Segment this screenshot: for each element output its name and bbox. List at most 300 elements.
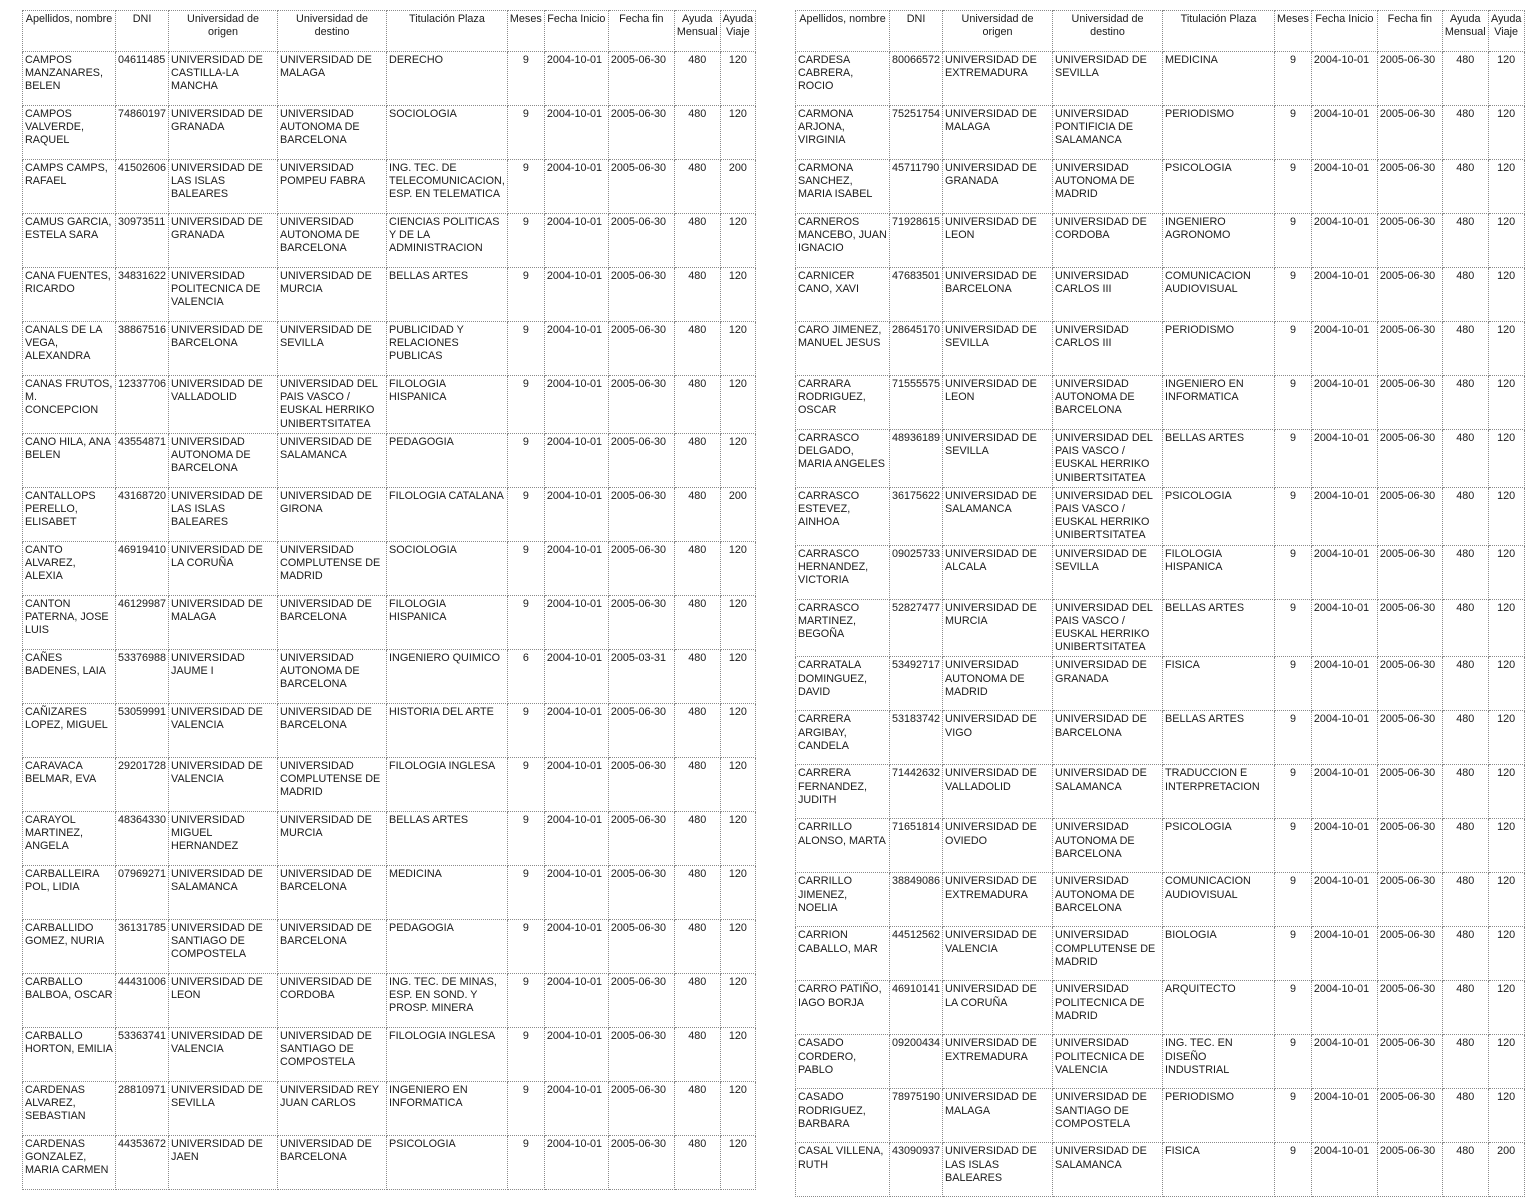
cell-dni: 75251754 bbox=[890, 106, 943, 160]
cell-start-date: 2004-10-01 bbox=[544, 757, 608, 811]
cell-destination-university: UNIVERSIDAD COMPLUTENSE DE MADRID bbox=[278, 757, 387, 811]
cell-dni: 38849086 bbox=[890, 873, 943, 927]
cell-degree: ING. TEC. DE MINAS, ESP. EN SOND. Y PROSP. MINERA bbox=[387, 973, 508, 1027]
cell-degree: FILOLOGIA HISPANICA bbox=[387, 595, 508, 649]
cell-end-date: 2005-06-30 bbox=[608, 1081, 674, 1135]
table-row bbox=[796, 52, 1525, 106]
header-dni: DNI bbox=[890, 11, 943, 52]
cell-origin-university: UNIVERSIDAD DE VIGO bbox=[943, 711, 1053, 765]
cell-degree: CIENCIAS POLITICAS Y DE LA ADMINISTRACION bbox=[387, 214, 508, 268]
cell-monthly-aid: 480 bbox=[674, 376, 720, 434]
cell-degree: INGENIERO QUIMICO bbox=[387, 649, 508, 703]
cell-monthly-aid: 480 bbox=[674, 52, 720, 106]
cell-end-date: 2005-06-30 bbox=[1377, 487, 1442, 545]
table-row bbox=[796, 1089, 1525, 1143]
cell-monthly-aid: 480 bbox=[1442, 657, 1488, 711]
cell-months: 9 bbox=[507, 322, 544, 376]
cell-destination-university: UNIVERSIDAD DE SEVILLA bbox=[1053, 52, 1163, 106]
cell-destination-university: UNIVERSIDAD DE SALAMANCA bbox=[1053, 765, 1163, 819]
cell-origin-university: UNIVERSIDAD DE CASTILLA-LA MANCHA bbox=[169, 52, 278, 106]
cell-start-date: 2004-10-01 bbox=[544, 1135, 608, 1189]
cell-name: CARBALLO BALBOA, OSCAR bbox=[23, 973, 116, 1027]
cell-degree: INGENIERO EN INFORMATICA bbox=[387, 1081, 508, 1135]
cell-end-date: 2005-06-30 bbox=[1377, 1143, 1442, 1197]
table-row bbox=[23, 376, 756, 434]
cell-dni: 28810971 bbox=[116, 1081, 169, 1135]
cell-end-date: 2005-06-30 bbox=[1377, 160, 1442, 214]
cell-destination-university: UNIVERSIDAD DE SANTIAGO DE COMPOSTELA bbox=[1053, 1089, 1163, 1143]
table-row bbox=[23, 1135, 756, 1189]
cell-dni: 41502606 bbox=[116, 160, 169, 214]
cell-start-date: 2004-10-01 bbox=[1311, 487, 1377, 545]
cell-end-date: 2005-06-30 bbox=[1377, 711, 1442, 765]
cell-name: CARDENAS ALVAREZ, SEBASTIAN bbox=[23, 1081, 116, 1135]
cell-end-date: 2005-06-30 bbox=[608, 595, 674, 649]
cell-destination-university: UNIVERSIDAD COMPLUTENSE DE MADRID bbox=[278, 541, 387, 595]
cell-dni: 71442632 bbox=[890, 765, 943, 819]
header-travel-aid: Ayuda Viaje bbox=[1488, 11, 1524, 52]
cell-end-date: 2005-06-30 bbox=[608, 322, 674, 376]
cell-origin-university: UNIVERSIDAD DE EXTREMADURA bbox=[943, 52, 1053, 106]
cell-travel-aid: 120 bbox=[1488, 981, 1524, 1035]
cell-destination-university: UNIVERSIDAD AUTONOMA DE BARCELONA bbox=[278, 214, 387, 268]
cell-destination-university: UNIVERSIDAD POLITECNICA DE MADRID bbox=[1053, 981, 1163, 1035]
header-row bbox=[796, 11, 1525, 52]
cell-months: 9 bbox=[1275, 160, 1312, 214]
table-row bbox=[23, 541, 756, 595]
cell-dni: 80066572 bbox=[890, 52, 943, 106]
cell-destination-university: UNIVERSIDAD DEL PAIS VASCO / EUSKAL HERRIKO UNIBERTSITATEA bbox=[1053, 430, 1163, 488]
cell-months: 9 bbox=[507, 595, 544, 649]
cell-months: 9 bbox=[507, 376, 544, 434]
cell-travel-aid: 120 bbox=[1488, 545, 1524, 599]
table-row bbox=[796, 268, 1525, 322]
cell-monthly-aid: 480 bbox=[1442, 819, 1488, 873]
cell-travel-aid: 120 bbox=[1488, 430, 1524, 488]
cell-end-date: 2005-06-30 bbox=[608, 487, 674, 541]
cell-origin-university: UNIVERSIDAD DE GRANADA bbox=[169, 214, 278, 268]
cell-start-date: 2004-10-01 bbox=[1311, 52, 1377, 106]
table-row bbox=[796, 214, 1525, 268]
cell-end-date: 2005-06-30 bbox=[1377, 599, 1442, 657]
cell-name: CARMONA ARJONA, VIRGINIA bbox=[796, 106, 890, 160]
cell-months: 9 bbox=[507, 919, 544, 973]
cell-dni: 43168720 bbox=[116, 487, 169, 541]
cell-monthly-aid: 480 bbox=[674, 757, 720, 811]
cell-dni: 29201728 bbox=[116, 757, 169, 811]
cell-monthly-aid: 480 bbox=[1442, 214, 1488, 268]
cell-degree: ARQUITECTO bbox=[1163, 981, 1275, 1035]
cell-dni: 07969271 bbox=[116, 865, 169, 919]
cell-origin-university: UNIVERSIDAD DE BARCELONA bbox=[169, 322, 278, 376]
cell-name: CARBALLEIRA POL, LIDIA bbox=[23, 865, 116, 919]
cell-destination-university: UNIVERSIDAD DE BARCELONA bbox=[278, 703, 387, 757]
cell-start-date: 2004-10-01 bbox=[1311, 927, 1377, 981]
cell-months: 9 bbox=[507, 541, 544, 595]
cell-dni: 44512562 bbox=[890, 927, 943, 981]
cell-travel-aid: 120 bbox=[720, 811, 755, 865]
cell-origin-university: UNIVERSIDAD DE LEON bbox=[943, 214, 1053, 268]
cell-degree: FILOLOGIA INGLESA bbox=[387, 757, 508, 811]
cell-name: CANTON PATERNA, JOSE LUIS bbox=[23, 595, 116, 649]
table-row bbox=[796, 765, 1525, 819]
cell-degree: PSICOLOGIA bbox=[1163, 487, 1275, 545]
cell-name: CAMPS CAMPS, RAFAEL bbox=[23, 160, 116, 214]
cell-end-date: 2005-06-30 bbox=[1377, 765, 1442, 819]
cell-months: 9 bbox=[1275, 711, 1312, 765]
cell-months: 9 bbox=[1275, 487, 1312, 545]
cell-months: 9 bbox=[1275, 599, 1312, 657]
cell-travel-aid: 120 bbox=[720, 376, 755, 434]
header-row bbox=[23, 11, 756, 52]
cell-end-date: 2005-06-30 bbox=[1377, 430, 1442, 488]
cell-name: CANO HILA, ANA BELEN bbox=[23, 433, 116, 487]
cell-dni: 09025733 bbox=[890, 545, 943, 599]
cell-start-date: 2004-10-01 bbox=[1311, 1035, 1377, 1089]
cell-origin-university: UNIVERSIDAD DE MALAGA bbox=[169, 595, 278, 649]
cell-degree: PSICOLOGIA bbox=[1163, 160, 1275, 214]
cell-degree: PERIODISMO bbox=[1163, 1089, 1275, 1143]
cell-name: CASAL VILLENA, RUTH bbox=[796, 1143, 890, 1197]
cell-monthly-aid: 480 bbox=[674, 595, 720, 649]
cell-origin-university: UNIVERSIDAD POLITECNICA DE VALENCIA bbox=[169, 268, 278, 322]
cell-origin-university: UNIVERSIDAD DE OVIEDO bbox=[943, 819, 1053, 873]
cell-dni: 28645170 bbox=[890, 322, 943, 376]
cell-name: CARNICER CANO, XAVI bbox=[796, 268, 890, 322]
cell-name: CARMONA SANCHEZ, MARIA ISABEL bbox=[796, 160, 890, 214]
cell-name: CARO JIMENEZ, MANUEL JESUS bbox=[796, 322, 890, 376]
cell-end-date: 2005-06-30 bbox=[608, 973, 674, 1027]
cell-dni: 53363741 bbox=[116, 1027, 169, 1081]
cell-travel-aid: 120 bbox=[1488, 765, 1524, 819]
cell-monthly-aid: 480 bbox=[674, 1027, 720, 1081]
cell-start-date: 2004-10-01 bbox=[544, 160, 608, 214]
cell-end-date: 2005-06-30 bbox=[1377, 819, 1442, 873]
cell-degree: BELLAS ARTES bbox=[387, 811, 508, 865]
cell-degree: FISICA bbox=[1163, 1143, 1275, 1197]
cell-origin-university: UNIVERSIDAD DE VALENCIA bbox=[169, 757, 278, 811]
cell-name: CARAYOL MARTINEZ, ANGELA bbox=[23, 811, 116, 865]
cell-degree: ING. TEC. DE TELECOMUNICACION, ESP. EN TELEMATICA bbox=[387, 160, 508, 214]
table-row bbox=[796, 657, 1525, 711]
cell-dni: 45711790 bbox=[890, 160, 943, 214]
cell-end-date: 2005-06-30 bbox=[1377, 106, 1442, 160]
cell-travel-aid: 200 bbox=[720, 487, 755, 541]
cell-origin-university: UNIVERSIDAD DE LAS ISLAS BALEARES bbox=[943, 1143, 1053, 1197]
cell-travel-aid: 120 bbox=[720, 541, 755, 595]
table-row bbox=[23, 214, 756, 268]
cell-end-date: 2005-06-30 bbox=[1377, 927, 1442, 981]
cell-travel-aid: 120 bbox=[720, 865, 755, 919]
cell-start-date: 2004-10-01 bbox=[544, 973, 608, 1027]
cell-travel-aid: 120 bbox=[1488, 487, 1524, 545]
cell-origin-university: UNIVERSIDAD DE LA CORUÑA bbox=[943, 981, 1053, 1035]
cell-origin-university: UNIVERSIDAD DE VALENCIA bbox=[943, 927, 1053, 981]
cell-start-date: 2004-10-01 bbox=[1311, 873, 1377, 927]
cell-monthly-aid: 480 bbox=[1442, 52, 1488, 106]
cell-dni: 74860197 bbox=[116, 106, 169, 160]
cell-monthly-aid: 480 bbox=[1442, 927, 1488, 981]
cell-destination-university: UNIVERSIDAD AUTONOMA DE BARCELONA bbox=[1053, 819, 1163, 873]
cell-name: CAÑES BADENES, LAIA bbox=[23, 649, 116, 703]
header-dni: DNI bbox=[116, 11, 169, 52]
cell-name: CANTALLOPS PERELLO, ELISABET bbox=[23, 487, 116, 541]
cell-degree: BELLAS ARTES bbox=[1163, 599, 1275, 657]
cell-end-date: 2005-06-30 bbox=[608, 268, 674, 322]
header-monthly-aid: Ayuda Mensual bbox=[674, 11, 720, 52]
cell-dni: 38867516 bbox=[116, 322, 169, 376]
cell-travel-aid: 120 bbox=[1488, 1035, 1524, 1089]
cell-degree: TRADUCCION E INTERPRETACION bbox=[1163, 765, 1275, 819]
cell-destination-university: UNIVERSIDAD DEL PAIS VASCO / EUSKAL HERRIKO UNIBERTSITATEA bbox=[1053, 487, 1163, 545]
cell-monthly-aid: 480 bbox=[674, 541, 720, 595]
table-row bbox=[23, 973, 756, 1027]
cell-name: CANALS DE LA VEGA, ALEXANDRA bbox=[23, 322, 116, 376]
cell-name: CARRASCO MARTINEZ, BEGOÑA bbox=[796, 599, 890, 657]
cell-travel-aid: 120 bbox=[720, 1027, 755, 1081]
cell-name: CARNEROS MANCEBO, JUAN IGNACIO bbox=[796, 214, 890, 268]
cell-monthly-aid: 480 bbox=[1442, 160, 1488, 214]
cell-degree: BELLAS ARTES bbox=[387, 268, 508, 322]
cell-travel-aid: 120 bbox=[1488, 268, 1524, 322]
cell-monthly-aid: 480 bbox=[1442, 487, 1488, 545]
cell-dni: 30973511 bbox=[116, 214, 169, 268]
cell-destination-university: UNIVERSIDAD DE BARCELONA bbox=[278, 1135, 387, 1189]
header-origin-university: Universidad de origen bbox=[169, 11, 278, 52]
cell-dni: 43554871 bbox=[116, 433, 169, 487]
cell-degree: SOCIOLOGIA bbox=[387, 541, 508, 595]
cell-monthly-aid: 480 bbox=[674, 1135, 720, 1189]
cell-travel-aid: 120 bbox=[1488, 711, 1524, 765]
cell-degree: BIOLOGIA bbox=[1163, 927, 1275, 981]
cell-origin-university: UNIVERSIDAD DE LAS ISLAS BALEARES bbox=[169, 487, 278, 541]
cell-dni: 43090937 bbox=[890, 1143, 943, 1197]
cell-end-date: 2005-06-30 bbox=[608, 160, 674, 214]
cell-name: CAMPOS VALVERDE, RAQUEL bbox=[23, 106, 116, 160]
cell-end-date: 2005-06-30 bbox=[1377, 52, 1442, 106]
cell-travel-aid: 120 bbox=[720, 1081, 755, 1135]
cell-monthly-aid: 480 bbox=[1442, 430, 1488, 488]
cell-dni: 71928615 bbox=[890, 214, 943, 268]
cell-destination-university: UNIVERSIDAD DEL PAIS VASCO / EUSKAL HERRIKO UNIBERTSITATEA bbox=[278, 376, 387, 434]
cell-months: 9 bbox=[507, 811, 544, 865]
cell-start-date: 2004-10-01 bbox=[544, 487, 608, 541]
cell-destination-university: UNIVERSIDAD DE MURCIA bbox=[278, 268, 387, 322]
cell-name: CAMUS GARCIA, ESTELA SARA bbox=[23, 214, 116, 268]
table-row bbox=[23, 1027, 756, 1081]
cell-travel-aid: 120 bbox=[1488, 322, 1524, 376]
cell-travel-aid: 120 bbox=[720, 268, 755, 322]
cell-degree: PERIODISMO bbox=[1163, 322, 1275, 376]
cell-degree: SOCIOLOGIA bbox=[387, 106, 508, 160]
cell-destination-university: UNIVERSIDAD AUTONOMA DE MADRID bbox=[1053, 160, 1163, 214]
table-row bbox=[23, 52, 756, 106]
cell-travel-aid: 120 bbox=[1488, 376, 1524, 430]
grants-table-left bbox=[22, 10, 756, 1190]
cell-months: 9 bbox=[1275, 106, 1312, 160]
cell-dni: 44353672 bbox=[116, 1135, 169, 1189]
table-row bbox=[23, 268, 756, 322]
cell-destination-university: UNIVERSIDAD AUTONOMA DE BARCELONA bbox=[1053, 376, 1163, 430]
cell-monthly-aid: 480 bbox=[674, 106, 720, 160]
cell-end-date: 2005-06-30 bbox=[1377, 214, 1442, 268]
cell-start-date: 2004-10-01 bbox=[1311, 160, 1377, 214]
cell-end-date: 2005-06-30 bbox=[1377, 1035, 1442, 1089]
cell-destination-university: UNIVERSIDAD DE CORDOBA bbox=[278, 973, 387, 1027]
cell-travel-aid: 120 bbox=[1488, 214, 1524, 268]
table-row bbox=[23, 433, 756, 487]
cell-start-date: 2004-10-01 bbox=[544, 322, 608, 376]
cell-degree: ING. TEC. EN DISEÑO INDUSTRIAL bbox=[1163, 1035, 1275, 1089]
cell-origin-university: UNIVERSIDAD DE VALLADOLID bbox=[169, 376, 278, 434]
cell-months: 9 bbox=[1275, 657, 1312, 711]
cell-origin-university: UNIVERSIDAD JAUME I bbox=[169, 649, 278, 703]
cell-monthly-aid: 480 bbox=[674, 268, 720, 322]
cell-start-date: 2004-10-01 bbox=[1311, 765, 1377, 819]
cell-degree: MEDICINA bbox=[387, 865, 508, 919]
header-degree: Titulación Plaza bbox=[387, 11, 508, 52]
cell-degree: MEDICINA bbox=[1163, 52, 1275, 106]
cell-start-date: 2004-10-01 bbox=[544, 52, 608, 106]
cell-months: 9 bbox=[507, 1027, 544, 1081]
cell-monthly-aid: 480 bbox=[674, 649, 720, 703]
cell-monthly-aid: 480 bbox=[1442, 873, 1488, 927]
cell-start-date: 2004-10-01 bbox=[544, 433, 608, 487]
header-months: Meses bbox=[1275, 11, 1312, 52]
cell-end-date: 2005-06-30 bbox=[1377, 376, 1442, 430]
cell-monthly-aid: 480 bbox=[674, 433, 720, 487]
cell-travel-aid: 120 bbox=[1488, 1089, 1524, 1143]
table-row bbox=[796, 430, 1525, 488]
cell-travel-aid: 120 bbox=[720, 919, 755, 973]
cell-start-date: 2004-10-01 bbox=[1311, 1089, 1377, 1143]
cell-start-date: 2004-10-01 bbox=[1311, 819, 1377, 873]
grants-table-right bbox=[795, 10, 1525, 1197]
cell-dni: 46129987 bbox=[116, 595, 169, 649]
cell-dni: 46919410 bbox=[116, 541, 169, 595]
cell-name: CARDESA CABRERA, ROCIO bbox=[796, 52, 890, 106]
cell-dni: 53183742 bbox=[890, 711, 943, 765]
table-row bbox=[23, 703, 756, 757]
cell-destination-university: UNIVERSIDAD POLITECNICA DE VALENCIA bbox=[1053, 1035, 1163, 1089]
cell-end-date: 2005-06-30 bbox=[1377, 545, 1442, 599]
cell-degree: FILOLOGIA HISPANICA bbox=[1163, 545, 1275, 599]
cell-origin-university: UNIVERSIDAD DE SEVILLA bbox=[943, 322, 1053, 376]
cell-start-date: 2004-10-01 bbox=[544, 214, 608, 268]
cell-travel-aid: 120 bbox=[720, 757, 755, 811]
header-start-date: Fecha Inicio bbox=[544, 11, 608, 52]
cell-start-date: 2004-10-01 bbox=[1311, 106, 1377, 160]
header-name: Apellidos, nombre bbox=[796, 11, 890, 52]
cell-months: 9 bbox=[1275, 765, 1312, 819]
cell-degree: INGENIERO EN INFORMATICA bbox=[1163, 376, 1275, 430]
cell-destination-university: UNIVERSIDAD CARLOS III bbox=[1053, 322, 1163, 376]
cell-dni: 53492717 bbox=[890, 657, 943, 711]
cell-destination-university: UNIVERSIDAD DE GRANADA bbox=[1053, 657, 1163, 711]
cell-dni: 36175622 bbox=[890, 487, 943, 545]
cell-destination-university: UNIVERSIDAD REY JUAN CARLOS bbox=[278, 1081, 387, 1135]
cell-months: 6 bbox=[507, 649, 544, 703]
cell-origin-university: UNIVERSIDAD DE EXTREMADURA bbox=[943, 1035, 1053, 1089]
cell-end-date: 2005-06-30 bbox=[608, 811, 674, 865]
cell-origin-university: UNIVERSIDAD DE MURCIA bbox=[943, 599, 1053, 657]
cell-months: 9 bbox=[1275, 819, 1312, 873]
cell-degree: BELLAS ARTES bbox=[1163, 430, 1275, 488]
cell-months: 9 bbox=[1275, 376, 1312, 430]
header-destination-university: Universidad de destino bbox=[1053, 11, 1163, 52]
header-name: Apellidos, nombre bbox=[23, 11, 116, 52]
cell-origin-university: UNIVERSIDAD DE VALLADOLID bbox=[943, 765, 1053, 819]
cell-travel-aid: 120 bbox=[1488, 106, 1524, 160]
cell-name: CARBALLIDO GOMEZ, NURIA bbox=[23, 919, 116, 973]
cell-degree: PSICOLOGIA bbox=[1163, 819, 1275, 873]
cell-name: CARRERA ARGIBAY, CANDELA bbox=[796, 711, 890, 765]
cell-degree: PEDAGOGIA bbox=[387, 919, 508, 973]
cell-start-date: 2004-10-01 bbox=[544, 376, 608, 434]
header-destination-university: Universidad de destino bbox=[278, 11, 387, 52]
cell-monthly-aid: 480 bbox=[1442, 711, 1488, 765]
cell-end-date: 2005-06-30 bbox=[608, 757, 674, 811]
cell-destination-university: UNIVERSIDAD DE SALAMANCA bbox=[278, 433, 387, 487]
cell-start-date: 2004-10-01 bbox=[1311, 545, 1377, 599]
cell-destination-university: UNIVERSIDAD DE GIRONA bbox=[278, 487, 387, 541]
header-origin-university: Universidad de origen bbox=[943, 11, 1053, 52]
cell-months: 9 bbox=[1275, 873, 1312, 927]
cell-dni: 47683501 bbox=[890, 268, 943, 322]
cell-name: CARAVACA BELMAR, EVA bbox=[23, 757, 116, 811]
table-row bbox=[796, 160, 1525, 214]
table-row bbox=[23, 1081, 756, 1135]
table-row bbox=[23, 487, 756, 541]
cell-destination-university: UNIVERSIDAD DE BARCELONA bbox=[278, 595, 387, 649]
header-end-date: Fecha fin bbox=[1377, 11, 1442, 52]
cell-origin-university: UNIVERSIDAD DE BARCELONA bbox=[943, 268, 1053, 322]
cell-months: 9 bbox=[507, 757, 544, 811]
cell-dni: 53376988 bbox=[116, 649, 169, 703]
cell-end-date: 2005-06-30 bbox=[608, 541, 674, 595]
cell-name: CASADO RODRIGUEZ, BARBARA bbox=[796, 1089, 890, 1143]
cell-start-date: 2004-10-01 bbox=[544, 1081, 608, 1135]
cell-monthly-aid: 480 bbox=[1442, 981, 1488, 1035]
cell-end-date: 2005-06-30 bbox=[1377, 981, 1442, 1035]
cell-name: CARRILLO ALONSO, MARTA bbox=[796, 819, 890, 873]
cell-dni: 48936189 bbox=[890, 430, 943, 488]
cell-months: 9 bbox=[507, 268, 544, 322]
cell-start-date: 2004-10-01 bbox=[1311, 214, 1377, 268]
cell-origin-university: UNIVERSIDAD DE VALENCIA bbox=[169, 703, 278, 757]
table-row bbox=[23, 106, 756, 160]
cell-name: CARRION CABALLO, MAR bbox=[796, 927, 890, 981]
cell-degree: FILOLOGIA CATALANA bbox=[387, 487, 508, 541]
table-row bbox=[23, 865, 756, 919]
cell-degree: FILOLOGIA INGLESA bbox=[387, 1027, 508, 1081]
cell-start-date: 2004-10-01 bbox=[1311, 711, 1377, 765]
cell-origin-university: UNIVERSIDAD DE SEVILLA bbox=[169, 1081, 278, 1135]
cell-dni: 44431006 bbox=[116, 973, 169, 1027]
cell-monthly-aid: 480 bbox=[1442, 106, 1488, 160]
cell-origin-university: UNIVERSIDAD DE SALAMANCA bbox=[943, 487, 1053, 545]
cell-origin-university: UNIVERSIDAD DE MALAGA bbox=[943, 1089, 1053, 1143]
cell-destination-university: UNIVERSIDAD DE BARCELONA bbox=[278, 865, 387, 919]
cell-months: 9 bbox=[507, 973, 544, 1027]
cell-destination-university: UNIVERSIDAD DE CORDOBA bbox=[1053, 214, 1163, 268]
cell-end-date: 2005-06-30 bbox=[608, 703, 674, 757]
cell-end-date: 2005-03-31 bbox=[608, 649, 674, 703]
cell-degree: PUBLICIDAD Y RELACIONES PUBLICAS bbox=[387, 322, 508, 376]
cell-monthly-aid: 480 bbox=[1442, 1143, 1488, 1197]
cell-monthly-aid: 480 bbox=[1442, 1089, 1488, 1143]
cell-name: CARRO PATIÑO, IAGO BORJA bbox=[796, 981, 890, 1035]
